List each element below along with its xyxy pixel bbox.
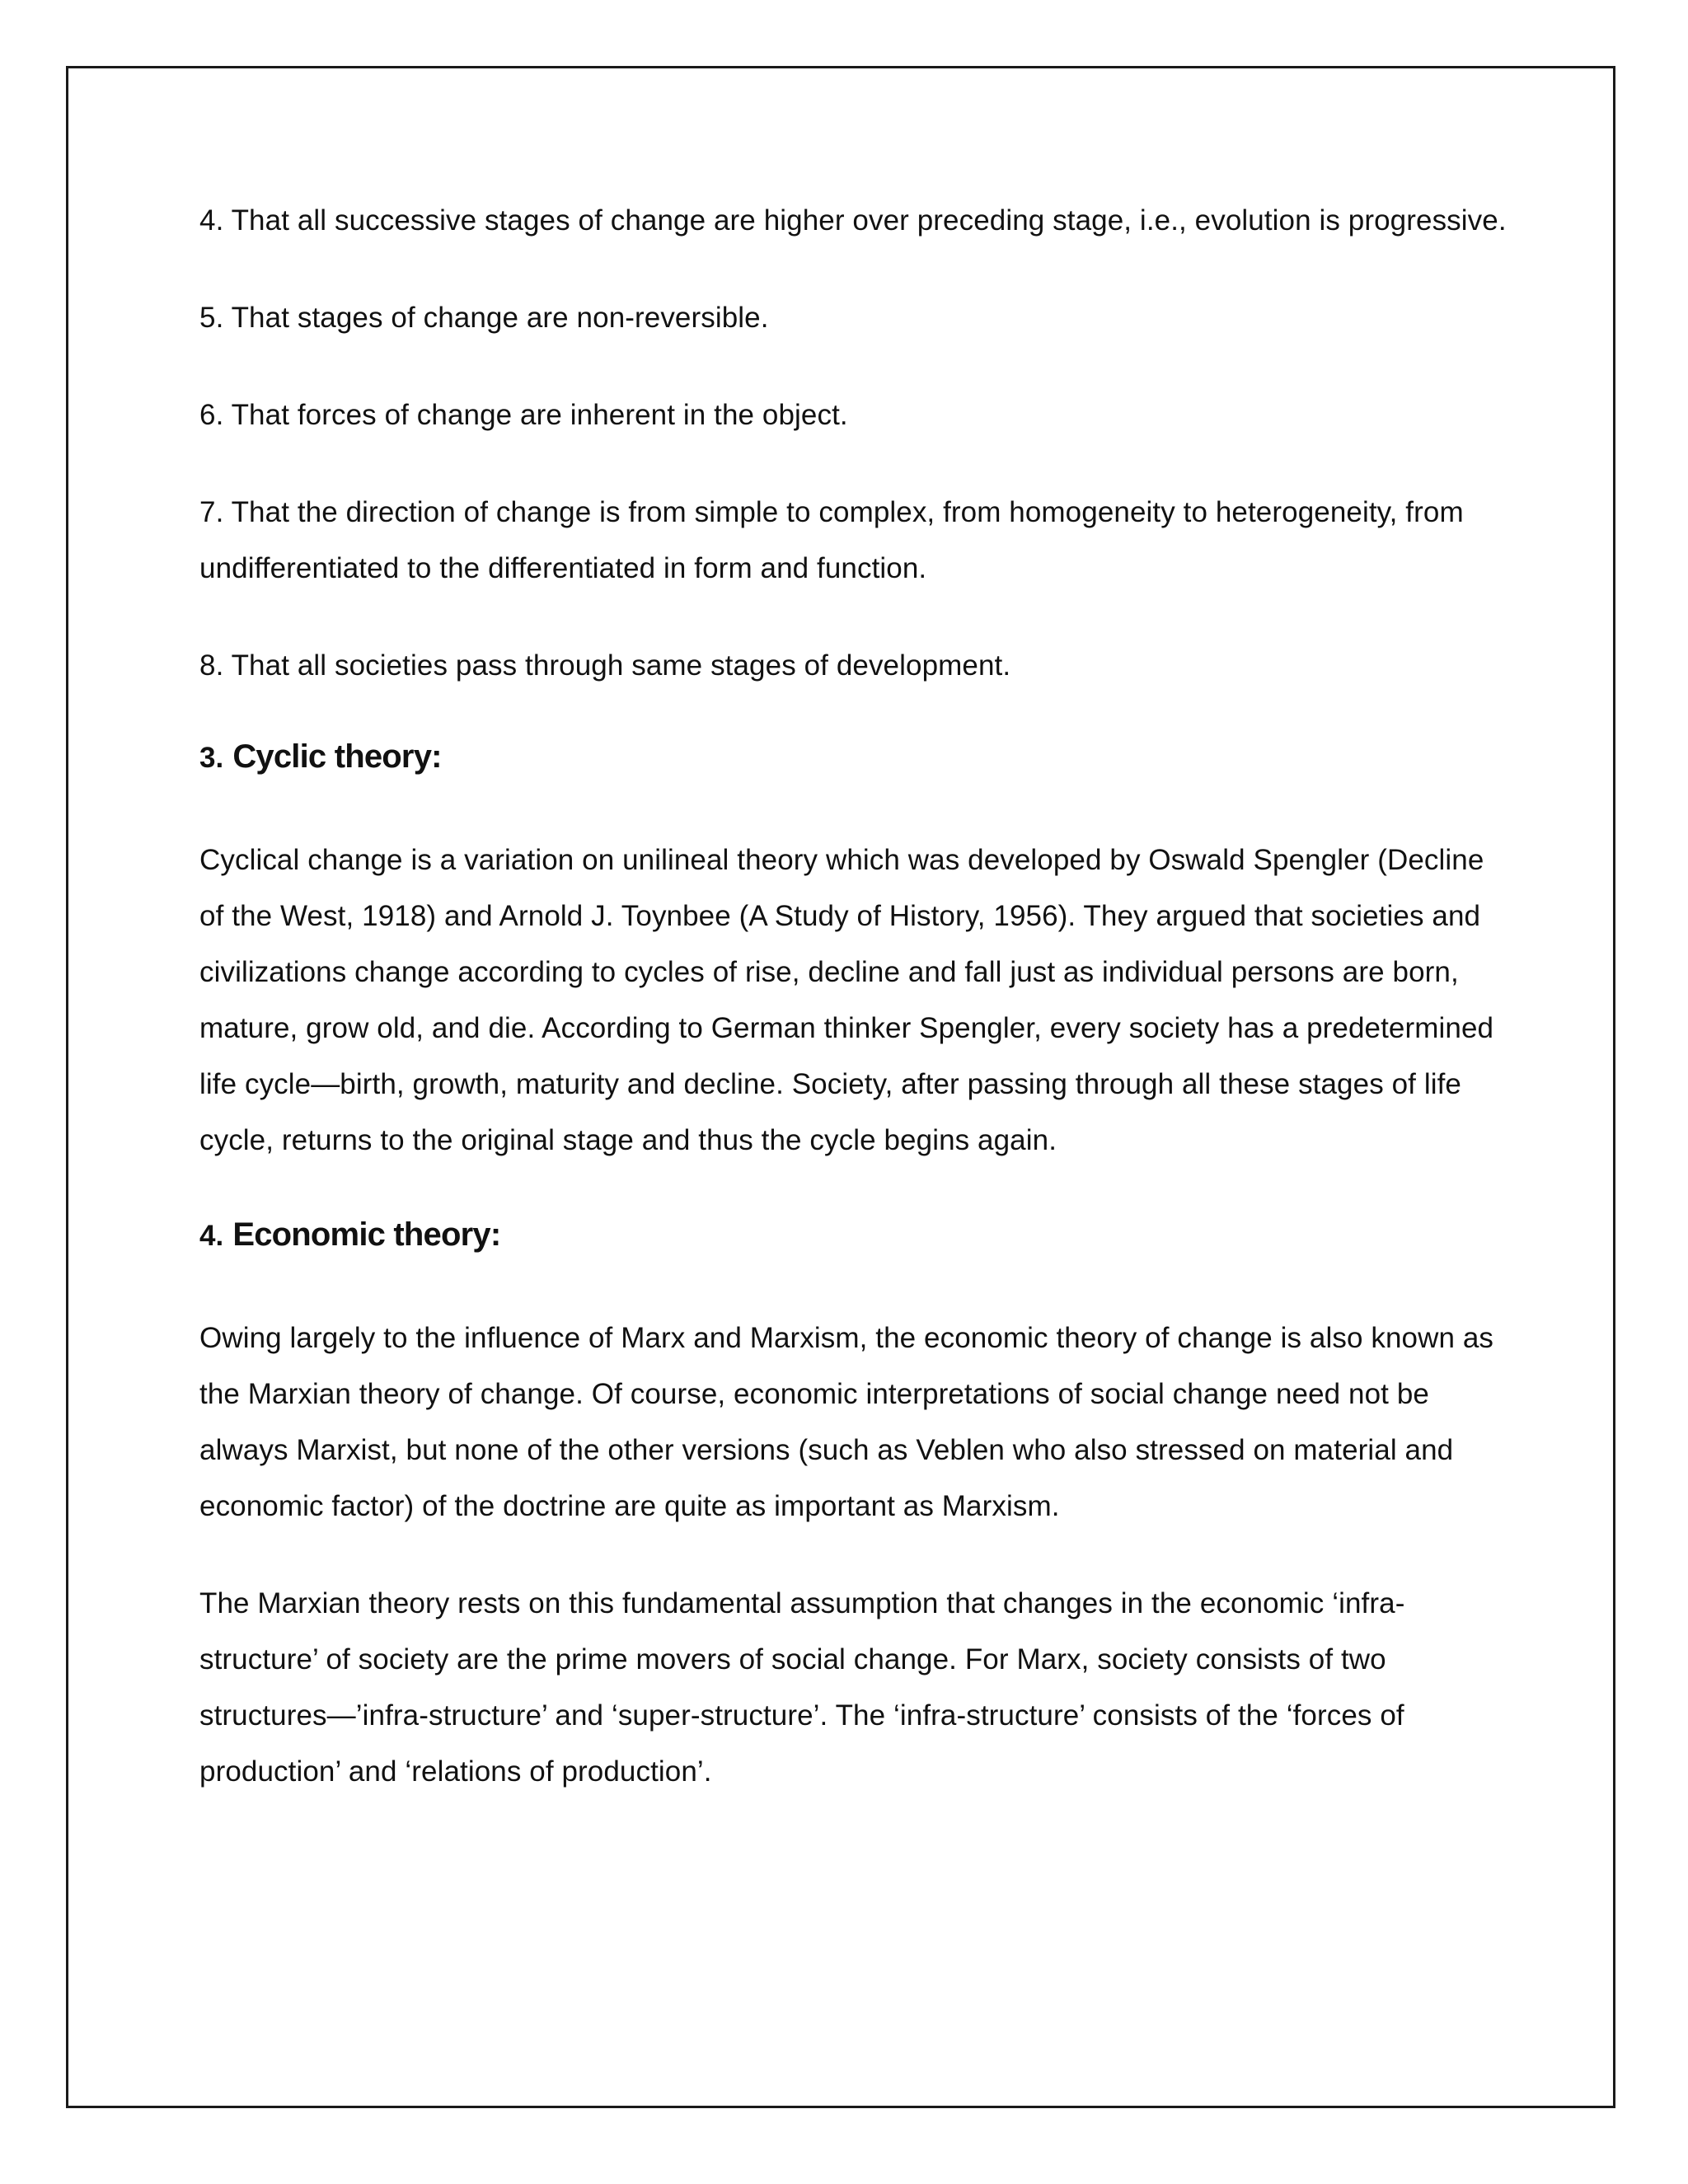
paragraph-economic-theory-1: Owing largely to the influence of Marx and Marxism, the economic theory of change is also known as the Marxian theory of change. Of course, economic interpretations of social change need not be always Marxist, but none of the other versions (such as Veblen who also stressed on material and economic factor) of the doctrine are quite as important as Marxism. bbox=[199, 1322, 1494, 1522]
document-body bbox=[199, 193, 1510, 1841]
section-number: 4. bbox=[199, 1220, 224, 1252]
section-title: Economic theory: bbox=[232, 1216, 501, 1253]
list-item: 4. That all successive stages of change are higher over preceding stage, i.e., evolution is progressive. bbox=[199, 204, 1507, 237]
section-number: 3. bbox=[199, 742, 224, 774]
list-item: 5. That stages of change are non-reversible. bbox=[199, 302, 769, 334]
list-item: 6. That forces of change are inherent in the object. bbox=[199, 399, 848, 431]
section-heading-economic-theory bbox=[199, 1210, 1510, 1261]
section-title: Cyclic theory: bbox=[232, 738, 442, 775]
paragraph-cyclic-theory: Cyclical change is a variation on unilineal theory which was developed by Oswald Spengler (Decline of the West, 1918) and Arnold J. Toynbee (A Study of History, 1956). They argued that societies and civilizations change according to cycles of rise, decline and fall just as individual persons are born, mature, grow old, and die. According to German thinker Spengler, every society has a predetermined life cycle—birth, growth, maturity and decline. Society, after passing through all these stages of life cycle, returns to the original stage and thus the cycle begins again. bbox=[199, 844, 1494, 1156]
list-item: 7. That the direction of change is from simple to complex, from homogeneity to heterogeneity, from undifferentiated to the differentiated in form and function. bbox=[199, 496, 1464, 584]
section-heading-cyclic-theory bbox=[199, 732, 1510, 783]
list-item: 8. That all societies pass through same stages of development. bbox=[199, 649, 1011, 682]
paragraph-economic-theory-2: The Marxian theory rests on this fundamental assumption that changes in the economic ‘infra-structure’ of society are the prime movers of social change. For Marx, society consists of two structures—’infra-structure’ and ‘super-structure’. The ‘infra-structure’ consists of the ‘forces of production’ and ‘relations of production’. bbox=[199, 1587, 1405, 1788]
